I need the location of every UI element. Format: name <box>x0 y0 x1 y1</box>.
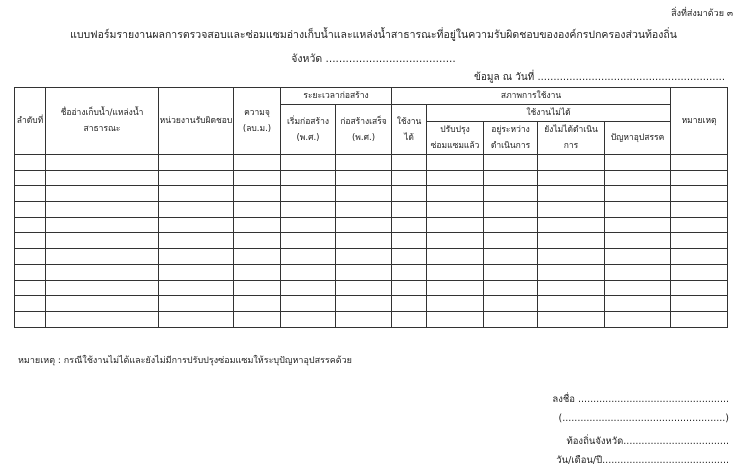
table-cell <box>281 249 336 265</box>
report-table <box>14 87 728 328</box>
table-cell <box>234 249 281 265</box>
table-cell <box>46 186 159 202</box>
col-header-remarks: หมายเหตุ <box>671 88 728 155</box>
table-cell <box>484 296 538 312</box>
table-cell <box>427 264 484 280</box>
table-cell <box>281 170 336 186</box>
table-cell <box>427 170 484 186</box>
table-cell <box>336 233 392 249</box>
col-header-start-year: เริ่มก่อสร้าง (พ.ศ.) <box>281 105 336 155</box>
table-cell <box>484 249 538 265</box>
col-header-capacity: ความจุ (ลบ.ม.) <box>234 88 281 155</box>
table-cell <box>159 186 234 202</box>
table-cell <box>336 264 392 280</box>
table-cell <box>484 264 538 280</box>
table-cell <box>281 186 336 202</box>
table-cell <box>427 233 484 249</box>
table-cell <box>671 217 728 233</box>
table-cell <box>281 202 336 218</box>
table-cell <box>427 280 484 296</box>
table-cell <box>46 170 159 186</box>
col-header-not-started: ยังไม่ได้ดำเนินการ <box>538 122 605 155</box>
table-cell <box>484 186 538 202</box>
table-cell <box>15 233 46 249</box>
col-header-no: ลำดับที่ <box>15 88 46 155</box>
col-header-name: ชื่ออ่างเก็บน้ำ/แหล่งน้ำสาธารณะ <box>46 88 159 155</box>
table-cell <box>484 217 538 233</box>
table-cell <box>671 249 728 265</box>
table-row <box>15 249 728 265</box>
table-cell <box>671 280 728 296</box>
table-cell <box>46 280 159 296</box>
table-row <box>15 311 728 327</box>
table-cell <box>15 264 46 280</box>
col-header-problems: ปัญหาอุปสรรค <box>605 122 671 155</box>
table-cell <box>671 311 728 327</box>
table-cell <box>671 296 728 312</box>
table-cell <box>427 311 484 327</box>
col-header-usable: ใช้งานได้ <box>392 105 427 155</box>
table-cell <box>427 202 484 218</box>
table-cell <box>336 217 392 233</box>
table-cell <box>538 186 605 202</box>
table-cell <box>159 296 234 312</box>
table-cell <box>392 170 427 186</box>
table-cell <box>159 233 234 249</box>
table-cell <box>336 155 392 171</box>
table-cell <box>484 170 538 186</box>
table-cell <box>281 280 336 296</box>
table-cell <box>234 280 281 296</box>
table-cell <box>281 217 336 233</box>
footnote: หมายเหตุ : กรณีใช้งานไม่ได้และยังไม่มีการปรับปรุงซ่อมแซมให้ระบุปัญหาอุปสรรคด้วย <box>18 356 352 366</box>
col-header-agency: หน่วยงานรับผิดชอบ <box>159 88 234 155</box>
signer-name-line: (......................................................) <box>558 413 729 424</box>
table-cell <box>605 280 671 296</box>
table-cell <box>46 233 159 249</box>
table-cell <box>538 155 605 171</box>
table-cell <box>15 280 46 296</box>
table-cell <box>46 155 159 171</box>
table-cell <box>46 202 159 218</box>
table-cell <box>538 233 605 249</box>
table-cell <box>336 202 392 218</box>
table-cell <box>234 170 281 186</box>
table-cell <box>605 296 671 312</box>
table-row <box>15 280 728 296</box>
table-cell <box>336 296 392 312</box>
table-cell <box>15 296 46 312</box>
form-title: แบบฟอร์มรายงานผลการตรวจสอบและซ่อมแซมอ่างเก็บน้ำและแหล่งน้ำสาธารณะที่อยู่ในความรับผิดชอบขององค์กรปกครองส่วนท้องถิ่น <box>70 29 677 41</box>
table-cell <box>671 264 728 280</box>
col-header-unusable: ใช้งานไม่ได้ <box>427 105 671 122</box>
col-header-usage-status: สภาพการใช้งาน <box>392 88 671 105</box>
table-cell <box>46 264 159 280</box>
table-cell <box>605 249 671 265</box>
table-cell <box>392 217 427 233</box>
table-cell <box>392 233 427 249</box>
col-header-construction-period: ระยะเวลาก่อสร้าง <box>281 88 392 105</box>
table-cell <box>538 170 605 186</box>
table-cell <box>671 170 728 186</box>
table-cell <box>46 311 159 327</box>
table-cell <box>234 296 281 312</box>
table-cell <box>392 202 427 218</box>
table-cell <box>159 249 234 265</box>
table-cell <box>484 280 538 296</box>
table-cell <box>281 296 336 312</box>
table-cell <box>538 249 605 265</box>
table-cell <box>392 186 427 202</box>
table-cell <box>671 233 728 249</box>
table-cell <box>538 280 605 296</box>
table-cell <box>15 170 46 186</box>
table-row <box>15 170 728 186</box>
table-row <box>15 186 728 202</box>
attachment-label: สิ่งที่ส่งมาด้วย ๓ <box>671 9 733 19</box>
table-cell <box>605 264 671 280</box>
table-cell <box>392 296 427 312</box>
table-row <box>15 296 728 312</box>
table-cell <box>427 249 484 265</box>
table-cell <box>538 202 605 218</box>
signature-date-line: วัน/เดือน/ปี.......................................... <box>556 455 729 466</box>
table-cell <box>392 249 427 265</box>
table-cell <box>159 155 234 171</box>
table-cell <box>159 217 234 233</box>
table-cell <box>671 186 728 202</box>
table-cell <box>605 170 671 186</box>
table-cell <box>538 217 605 233</box>
table-cell <box>392 264 427 280</box>
table-cell <box>671 202 728 218</box>
table-cell <box>392 311 427 327</box>
signature-line: ลงชื่อ .................................................. <box>552 394 729 405</box>
table-cell <box>336 280 392 296</box>
table-cell <box>392 155 427 171</box>
table-cell <box>336 249 392 265</box>
table-cell <box>605 155 671 171</box>
table-cell <box>15 202 46 218</box>
table-cell <box>484 311 538 327</box>
table-cell <box>605 202 671 218</box>
table-cell <box>336 170 392 186</box>
table-row <box>15 264 728 280</box>
table-row <box>15 155 728 171</box>
table-cell <box>605 217 671 233</box>
table-cell <box>671 155 728 171</box>
col-header-in-progress: อยู่ระหว่างดำเนินการ <box>484 122 538 155</box>
col-header-repaired: ปรับปรุงซ่อมแซมแล้ว <box>427 122 484 155</box>
table-cell <box>484 233 538 249</box>
table-cell <box>15 155 46 171</box>
table-cell <box>234 217 281 233</box>
table-cell <box>605 311 671 327</box>
table-cell <box>281 311 336 327</box>
table-cell <box>427 296 484 312</box>
table-cell <box>159 311 234 327</box>
table-cell <box>427 155 484 171</box>
table-cell <box>15 186 46 202</box>
table-cell <box>484 202 538 218</box>
table-cell <box>234 311 281 327</box>
table-cell <box>234 155 281 171</box>
table-cell <box>427 217 484 233</box>
table-cell <box>46 217 159 233</box>
table-cell <box>427 186 484 202</box>
table-cell <box>46 296 159 312</box>
table-cell <box>159 264 234 280</box>
province-field: จังหวัด ....................................... <box>291 53 456 65</box>
table-cell <box>605 233 671 249</box>
table-cell <box>392 280 427 296</box>
table-cell <box>281 155 336 171</box>
as-of-date-field: ข้อมูล ณ วันที่ ........................................................... <box>474 72 725 83</box>
table-cell <box>538 296 605 312</box>
table-cell <box>234 233 281 249</box>
table-row <box>15 217 728 233</box>
table-cell <box>159 202 234 218</box>
table-cell <box>336 186 392 202</box>
table-cell <box>15 217 46 233</box>
table-cell <box>336 311 392 327</box>
table-cell <box>15 311 46 327</box>
table-cell <box>281 264 336 280</box>
table-cell <box>538 264 605 280</box>
table-cell <box>281 233 336 249</box>
signer-position-line: ท้องถิ่นจังหวัด................................... <box>566 436 729 447</box>
table-row <box>15 202 728 218</box>
table-cell <box>234 202 281 218</box>
table-row <box>15 233 728 249</box>
table-cell <box>538 311 605 327</box>
table-cell <box>234 186 281 202</box>
table-cell <box>234 264 281 280</box>
table-cell <box>15 249 46 265</box>
table-cell <box>159 280 234 296</box>
table-cell <box>605 186 671 202</box>
table-cell <box>484 155 538 171</box>
table-cell <box>159 170 234 186</box>
table-cell <box>46 249 159 265</box>
col-header-finish-year: ก่อสร้างเสร็จ (พ.ศ.) <box>336 105 392 155</box>
